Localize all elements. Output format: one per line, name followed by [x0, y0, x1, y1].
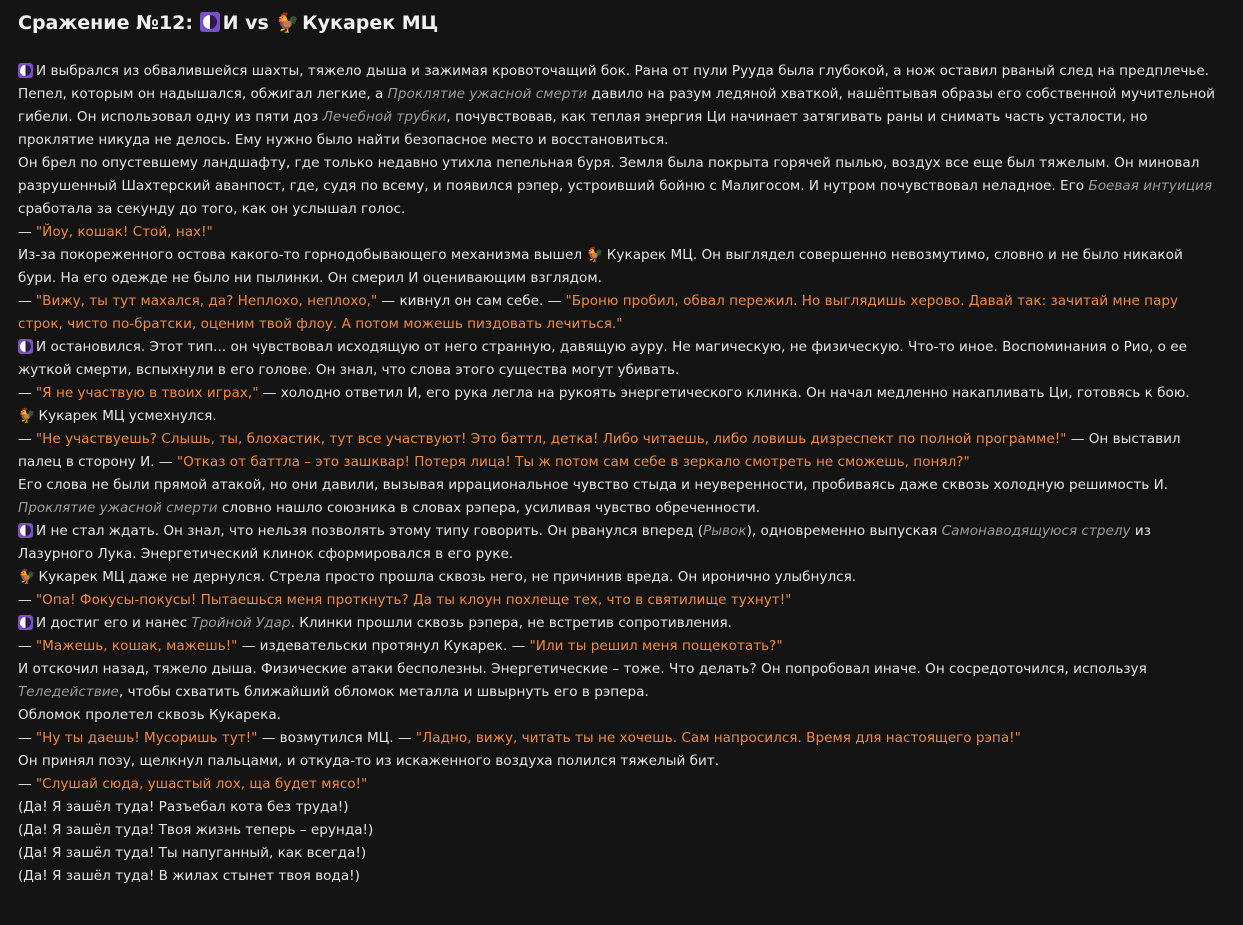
- paragraph-2: [18, 152, 1225, 221]
- skill-name: Самонаводящуюся стрелу: [941, 523, 1131, 539]
- lyric-line: (Да! Я зашёл туда! В жилах стынет твоя вода!): [18, 868, 360, 884]
- paragraph-5: [18, 290, 1225, 336]
- rooster-icon: 🐓: [18, 569, 36, 585]
- text: Кукарек МЦ даже не дернулся. Стрела просто прошла сквозь него, не причинив вреда. Он иронично улыбнулся.: [38, 569, 857, 585]
- quote: "Опа! Фокусы-покусы! Пытаешься меня проткнуть? Да ты клоун похлеще тех, что в святилище тухнут!": [35, 592, 792, 608]
- quote: "Мажешь, кошак, мажешь!": [35, 638, 238, 654]
- dash: —: [18, 638, 36, 654]
- title-fighter2: Кукарек МЦ: [302, 12, 439, 34]
- lyric-line: (Да! Я зашёл туда! Твоя жизнь теперь – ерунда!): [18, 822, 374, 838]
- paragraph-13: [18, 589, 1225, 612]
- paragraph-10: [18, 474, 1225, 520]
- text: — кивнул он сам себе. —: [377, 293, 566, 309]
- title-prefix: Сражение №12:: [18, 12, 200, 34]
- paragraph-15: [18, 635, 1225, 658]
- text: , почувствовав, как теплая энергия Ци начинает затягивать раны и снимать часть усталости, но проклятие никуда не делось. Ему нужно было найти безопасное место и восстановиться.: [18, 109, 1148, 148]
- text: И достиг его и нанес: [36, 615, 192, 631]
- skill-name: Проклятие ужасной смерти: [18, 500, 218, 516]
- quote: "Я не участвую в твоих играх,": [35, 385, 259, 401]
- paragraph-11: [18, 520, 1225, 566]
- paragraph-8: [18, 405, 1225, 428]
- text: . Клинки прошли сквозь рэпера, не встретив сопротивления.: [290, 615, 732, 631]
- paragraph-9: [18, 428, 1225, 474]
- dash: —: [18, 776, 36, 792]
- text: Кукарек МЦ усмехнулся.: [38, 408, 217, 424]
- text: Он брел по опустевшему ландшафту, где только недавно утихла пепельная буря. Земля была покрыта горячей пылью, воздух все еще был тяжелым. Он миновал разрушенный Шахтерский аванпост, где, судя по всему, и появился рэпер, устроивший бойню с Малигосом. И нутром почувствовал неладное. Его: [18, 155, 1200, 194]
- text: И остановился. Этот тип... он чувствовал исходящую от него странную, давящую ауру. Не магическую, не физическую. Что-то иное. Воспоминания о Рио, о ее жуткой смерти, вспыхнули в его голове. Он знал, что слова этого существа могут убивать.: [18, 339, 1187, 378]
- text: Из-за покореженного остова какого-то горнодобывающего механизма вышел: [18, 247, 587, 263]
- paragraph-18: [18, 727, 1225, 750]
- yin-yang-icon: [200, 12, 220, 32]
- quote: "Йоу, кошак! Стой, нах!": [35, 224, 213, 240]
- page-title: [18, 8, 1225, 38]
- rooster-icon: 🐓: [18, 408, 36, 424]
- quote: "Ладно, вижу, читать ты не хочешь. Сам напросился. Время для настоящего рэпа!": [415, 730, 1021, 746]
- title-fighter1: И: [222, 12, 239, 34]
- text: — возмутился МЦ. —: [257, 730, 416, 746]
- dash: —: [18, 385, 36, 401]
- text: — Он выставил палец в сторону И. —: [18, 431, 1181, 470]
- text: сработала за секунду до того, как он услышал голос.: [18, 201, 406, 217]
- dash: —: [18, 730, 36, 746]
- quote: "Слушай сюда, ушастый лох, ща будет мясо!": [35, 776, 368, 792]
- text: давило на разум ледяной хваткой, нашёптывая образы его собственной мучительной гибели. Он использовал одну из пяти доз: [18, 86, 1216, 125]
- text: словно нашло союзника в словах рэпера, усиливая чувство обреченности.: [217, 500, 761, 516]
- paragraph-7: [18, 382, 1225, 405]
- yin-yang-icon: [18, 339, 33, 354]
- paragraph-17: [18, 704, 1225, 727]
- paragraph-16: [18, 658, 1225, 704]
- paragraph-14: [18, 612, 1225, 635]
- paragraph-3: [18, 221, 1225, 244]
- lyric-line: (Да! Я зашёл туда! Ты напуганный, как всегда!): [18, 845, 367, 861]
- text: Кукарек МЦ. Он выглядел совершенно невозмутимо, словно и не было никакой бури. На его одежде не было ни пылинки. Он смерил И оценивающим взглядом.: [18, 247, 1183, 286]
- text: из Лазурного Лука. Энергетический клинок сформировался в его руке.: [18, 523, 1151, 562]
- quote: "Отказ от баттла – это зашквар! Потеря лица! Ты ж потом сам себе в зеркало смотреть не сможешь, понял?": [176, 454, 970, 470]
- paragraph-1: [18, 60, 1225, 152]
- skill-name: Рывок: [703, 523, 747, 539]
- quote: "Не участвуешь? Слышь, ты, блохастик, тут все участвуют! Это баттл, детка! Либо читаешь, либо ловишь дизреспект по полной программе!": [35, 431, 1067, 447]
- quote: "Или ты решил меня пощекотать?": [529, 638, 783, 654]
- text: — холодно ответил И, его рука легла на рукоять энергетического клинка. Он начал медленно накапливать Ци, готовясь к бою.: [258, 385, 1190, 401]
- text: Он принял позу, щелкнул пальцами, и откуда-то из искаженного воздуха полился тяжелый бит.: [18, 753, 720, 769]
- skill-name: Теледействие: [18, 684, 119, 700]
- text: И выбрался из обвалившейся шахты, тяжело дыша и зажимая кровоточащий бок. Рана от пули Рууда была глубокой, а нож оставил рваный след на предплечье. Пепел, которым он надышался, обжигал легкие, а: [18, 63, 1210, 102]
- lyric-line: (Да! Я зашёл туда! Разъебал кота без труда!): [18, 799, 349, 815]
- text: Обломок пролетел сквозь Кукарека.: [18, 707, 282, 723]
- skill-name: Боевая интуиция: [1088, 178, 1213, 194]
- paragraph-12: [18, 566, 1225, 589]
- paragraph-4: [18, 244, 1225, 290]
- paragraph-19: [18, 750, 1225, 773]
- text: — издевательски протянул Кукарек. —: [237, 638, 530, 654]
- text: , чтобы схватить ближайший обломок металла и швырнуть его в рэпера.: [118, 684, 649, 700]
- rooster-icon: 🐓: [275, 12, 300, 34]
- yin-yang-icon: [18, 615, 33, 630]
- rooster-icon: 🐓: [586, 247, 604, 263]
- skill-name: Проклятие ужасной смерти: [387, 86, 588, 102]
- yin-yang-icon: [18, 63, 33, 78]
- yin-yang-icon: [18, 523, 33, 538]
- item-name: Лечебной трубки: [322, 109, 447, 125]
- dash: —: [18, 224, 36, 240]
- dash: —: [18, 592, 36, 608]
- title-vs: vs: [238, 12, 276, 34]
- paragraph-6: [18, 336, 1225, 382]
- quote: "Ну ты даешь! Мусоришь тут!": [35, 730, 258, 746]
- dash: —: [18, 293, 36, 309]
- dash: —: [18, 431, 36, 447]
- text: И отскочил назад, тяжело дыша. Физические атаки бесполезны. Энергетические – тоже. Что делать? Он попробовал иначе. Он сосредоточился, используя: [18, 661, 1147, 677]
- text: И не стал ждать. Он знал, что нельзя позволять этому типу говорить. Он рванулся вперед (: [36, 523, 704, 539]
- text: ), одновременно выпуская: [746, 523, 942, 539]
- skill-name: Тройной Удар: [191, 615, 291, 631]
- text: Его слова не были прямой атакой, но они давили, вызывая иррациональное чувство стыда и неуверенности, пробиваясь даже сквозь холодную решимость И.: [18, 477, 1169, 493]
- paragraph-20: [18, 773, 1225, 796]
- quote: "Вижу, ты тут махался, да? Неплохо, неплохо,": [35, 293, 378, 309]
- quote: "Броню пробил, обвал пережил. Но выглядишь херово. Давай так: зачитай мне пару строк, чисто по-братски, оценим твой флоу. А потом можешь пиздовать лечиться.": [18, 293, 1179, 332]
